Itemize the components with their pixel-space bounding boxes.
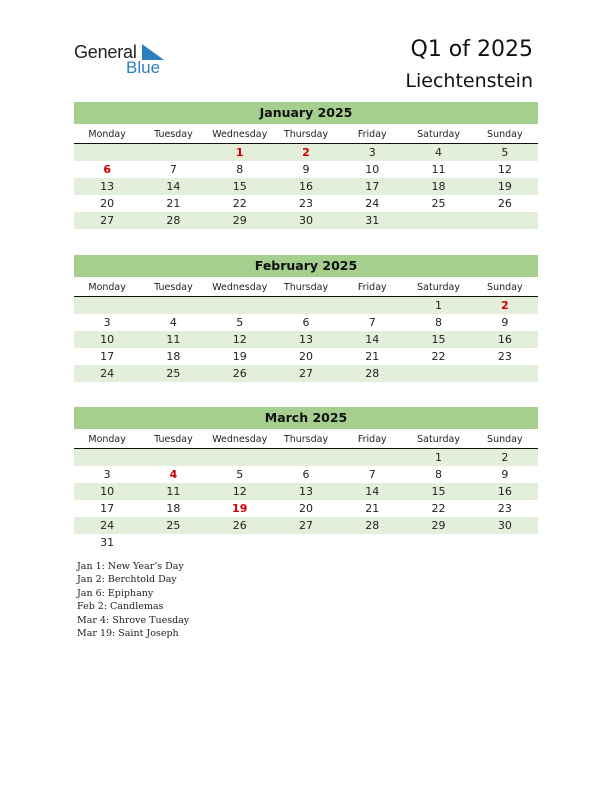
page-subtitle: Liechtenstein xyxy=(405,70,533,92)
page-title: Q1 of 2025 xyxy=(410,37,533,62)
day-cell xyxy=(74,449,140,466)
logo-general-text: General xyxy=(74,42,137,62)
day-cell: 18 xyxy=(431,180,446,193)
holiday-entry: Jan 6: Epiphany xyxy=(77,587,154,599)
day-cell: 7 xyxy=(368,468,376,481)
day-cell xyxy=(273,297,339,314)
day-cell: 25 xyxy=(166,519,181,532)
day-cell: 23 xyxy=(298,197,313,210)
day-cell xyxy=(273,534,339,551)
day-cell: 26 xyxy=(232,367,247,380)
day-cell: 22 xyxy=(431,350,446,363)
day-cell: 21 xyxy=(365,350,380,363)
day-cell: 29 xyxy=(232,214,247,227)
day-cell: 13 xyxy=(298,485,313,498)
day-cell xyxy=(207,297,273,314)
week-row xyxy=(74,195,538,212)
holiday-entry: Jan 1: New Year’s Day xyxy=(77,561,184,572)
weekday-label: Thursday xyxy=(283,282,329,293)
day-cell: 13 xyxy=(298,333,313,346)
day-cell: 17 xyxy=(100,350,115,363)
day-cell: 15 xyxy=(232,180,247,193)
day-cell: 4 xyxy=(169,316,177,329)
day-cell xyxy=(405,365,471,382)
holiday-day-cell: 2 xyxy=(302,146,310,159)
day-cell: 28 xyxy=(166,214,181,227)
week-row xyxy=(74,212,538,229)
week-row xyxy=(74,466,538,483)
week-row xyxy=(74,534,538,551)
day-cell: 20 xyxy=(298,502,313,515)
weekday-label: Monday xyxy=(88,129,126,140)
week-row xyxy=(74,144,538,161)
week-row xyxy=(74,297,538,314)
weekday-label: Tuesday xyxy=(154,282,193,293)
day-cell xyxy=(74,297,140,314)
day-cell: 3 xyxy=(103,468,111,481)
holiday-entry: Mar 4: Shrove Tuesday xyxy=(77,614,190,626)
weekday-header-row xyxy=(74,431,538,449)
day-cell: 5 xyxy=(236,468,244,481)
day-cell: 8 xyxy=(236,163,244,176)
weekday-label: Sunday xyxy=(487,129,523,140)
day-cell xyxy=(339,297,405,314)
weekday-label: Saturday xyxy=(417,434,460,445)
day-cell: 5 xyxy=(501,146,509,159)
weekday-label: Sunday xyxy=(487,434,523,445)
day-cell: 16 xyxy=(298,180,313,193)
week-row xyxy=(74,178,538,195)
holiday-entry: Feb 2: Candlemas xyxy=(77,601,164,613)
weekday-label: Tuesday xyxy=(154,434,193,445)
day-cell: 16 xyxy=(497,485,512,498)
day-cell: 11 xyxy=(166,333,181,346)
day-cell xyxy=(207,534,273,551)
day-cell: 27 xyxy=(298,367,313,380)
day-cell: 20 xyxy=(298,350,313,363)
day-cell: 27 xyxy=(298,519,313,532)
day-cell: 4 xyxy=(435,146,443,159)
day-cell: 6 xyxy=(302,468,310,481)
week-row xyxy=(74,161,538,178)
day-cell: 12 xyxy=(232,485,247,498)
day-cell: 10 xyxy=(100,485,115,498)
holiday-day-cell: 2 xyxy=(501,299,509,312)
day-cell: 25 xyxy=(431,197,446,210)
week-row xyxy=(74,314,538,331)
weekday-header-row xyxy=(74,126,538,144)
week-row xyxy=(74,500,538,517)
month-march xyxy=(74,407,538,551)
day-cell: 9 xyxy=(501,316,509,329)
day-cell xyxy=(405,212,471,229)
day-cell: 24 xyxy=(365,197,380,210)
day-cell: 23 xyxy=(497,350,512,363)
day-cell: 15 xyxy=(431,333,446,346)
weekday-label: Friday xyxy=(357,129,387,140)
weekday-label: Thursday xyxy=(283,129,329,140)
day-cell: 9 xyxy=(501,468,509,481)
month-header: February 2025 xyxy=(74,255,538,277)
day-cell: 29 xyxy=(431,519,446,532)
day-cell: 1 xyxy=(435,299,443,312)
month-january xyxy=(74,102,538,229)
day-cell: 3 xyxy=(103,316,111,329)
day-cell: 10 xyxy=(365,163,380,176)
day-cell: 14 xyxy=(365,333,380,346)
weekday-label: Wednesday xyxy=(212,129,268,140)
day-cell: 24 xyxy=(100,367,115,380)
day-cell xyxy=(339,534,405,551)
week-row xyxy=(74,365,538,382)
weekday-label: Saturday xyxy=(417,129,460,140)
day-cell: 6 xyxy=(302,316,310,329)
month-february xyxy=(74,255,538,382)
day-cell: 7 xyxy=(368,316,376,329)
day-cell xyxy=(140,297,206,314)
day-cell: 24 xyxy=(100,519,115,532)
day-cell: 12 xyxy=(497,163,512,176)
day-cell: 20 xyxy=(100,197,115,210)
day-cell xyxy=(405,534,471,551)
day-cell xyxy=(74,144,140,161)
day-cell: 14 xyxy=(365,485,380,498)
logo-blue-text: Blue xyxy=(126,58,161,77)
day-cell: 21 xyxy=(365,502,380,515)
day-cell: 5 xyxy=(236,316,244,329)
day-cell: 12 xyxy=(232,333,247,346)
day-cell: 19 xyxy=(232,350,247,363)
weekday-label: Wednesday xyxy=(212,282,268,293)
day-cell xyxy=(472,365,538,382)
day-cell: 28 xyxy=(365,519,380,532)
day-cell: 16 xyxy=(497,333,512,346)
week-row xyxy=(74,483,538,500)
day-cell: 31 xyxy=(100,536,115,549)
day-cell: 13 xyxy=(100,180,115,193)
day-cell xyxy=(140,144,206,161)
day-cell: 10 xyxy=(100,333,115,346)
day-cell: 8 xyxy=(435,316,443,329)
day-cell: 25 xyxy=(166,367,181,380)
day-cell: 22 xyxy=(232,197,247,210)
day-cell: 1 xyxy=(435,451,443,464)
day-cell: 19 xyxy=(497,180,512,193)
day-cell: 18 xyxy=(166,502,181,515)
day-cell: 26 xyxy=(497,197,512,210)
day-cell: 11 xyxy=(431,163,446,176)
day-cell: 8 xyxy=(435,468,443,481)
week-row xyxy=(74,348,538,365)
day-cell: 18 xyxy=(166,350,181,363)
day-cell xyxy=(339,449,405,466)
holiday-entry: Jan 2: Berchtold Day xyxy=(77,574,177,586)
day-cell: 26 xyxy=(232,519,247,532)
day-cell xyxy=(140,449,206,466)
day-cell: 15 xyxy=(431,485,446,498)
day-cell: 31 xyxy=(365,214,380,227)
day-cell: 22 xyxy=(431,502,446,515)
weekday-label: Friday xyxy=(357,282,387,293)
day-cell: 27 xyxy=(100,214,115,227)
weekday-label: Friday xyxy=(357,434,387,445)
day-cell: 2 xyxy=(501,451,509,464)
holiday-day-cell: 1 xyxy=(235,146,244,159)
day-cell: 23 xyxy=(497,502,512,515)
holiday-day-cell: 6 xyxy=(103,163,111,176)
week-row xyxy=(74,449,538,466)
day-cell: 30 xyxy=(298,214,313,227)
day-cell: 9 xyxy=(302,163,310,176)
day-cell xyxy=(472,534,538,551)
weekday-label: Thursday xyxy=(283,434,329,445)
holiday-entry: Mar 19: Saint Joseph xyxy=(77,627,179,639)
holiday-list xyxy=(77,560,189,640)
day-cell xyxy=(273,449,339,466)
holiday-day-cell: 19 xyxy=(232,502,248,515)
day-cell: 17 xyxy=(100,502,115,515)
day-cell: 28 xyxy=(365,367,380,380)
weekday-label: Monday xyxy=(88,282,126,293)
month-header: March 2025 xyxy=(74,407,538,429)
day-cell: 11 xyxy=(166,485,181,498)
day-cell xyxy=(472,212,538,229)
week-row xyxy=(74,331,538,348)
day-cell: 3 xyxy=(368,146,376,159)
weekday-label: Wednesday xyxy=(212,434,268,445)
weekday-header-row xyxy=(74,279,538,297)
day-cell xyxy=(140,534,206,551)
day-cell: 21 xyxy=(166,197,181,210)
day-cell: 7 xyxy=(169,163,177,176)
month-header: January 2025 xyxy=(74,102,538,124)
day-cell: 17 xyxy=(365,180,380,193)
day-cell: 14 xyxy=(166,180,181,193)
weekday-label: Saturday xyxy=(417,282,460,293)
weekday-label: Monday xyxy=(88,434,126,445)
logo xyxy=(74,42,174,78)
holiday-day-cell: 4 xyxy=(169,468,178,481)
week-row xyxy=(74,517,538,534)
weekday-label: Sunday xyxy=(487,282,523,293)
weekday-label: Tuesday xyxy=(154,129,193,140)
day-cell: 30 xyxy=(497,519,512,532)
day-cell xyxy=(207,449,273,466)
